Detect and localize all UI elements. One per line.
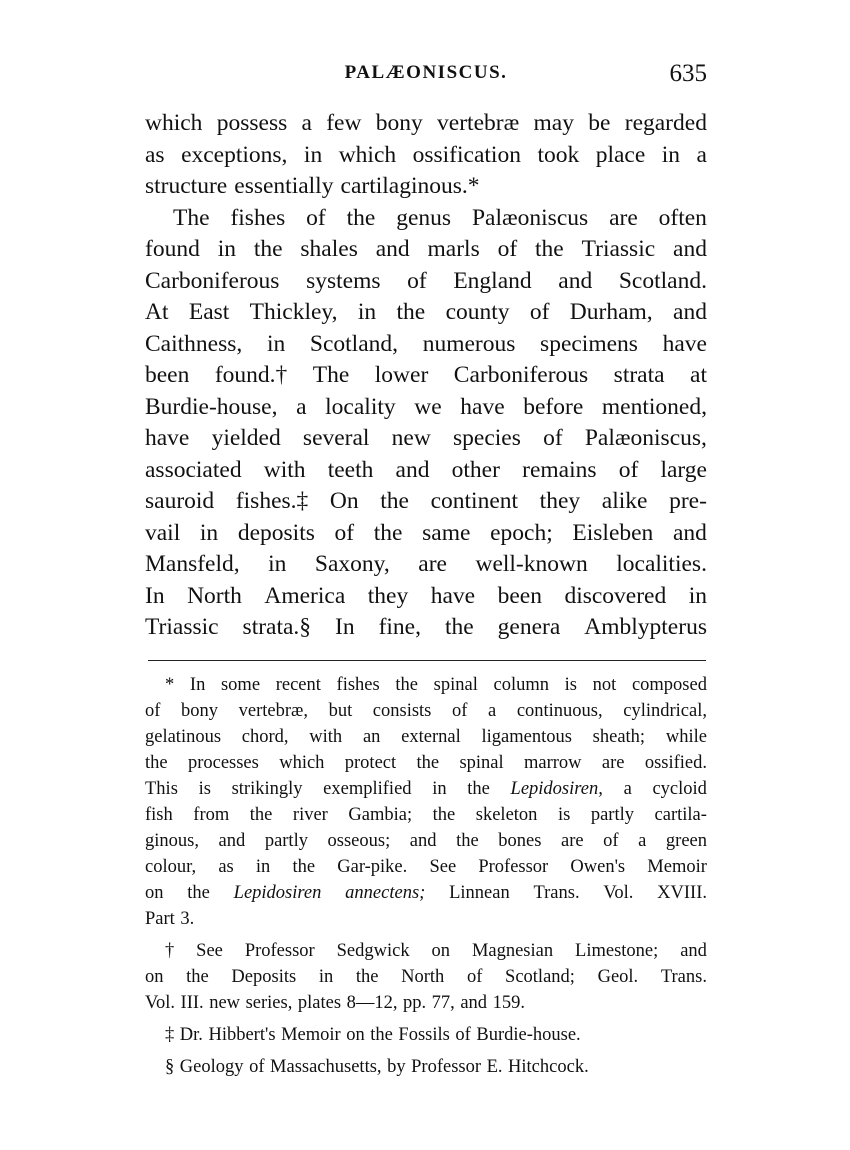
footnote-line: gelatinous chord, with an external ligamentous sheath; while: [145, 727, 707, 747]
running-header: [145, 60, 707, 92]
text-line: which possess a few bony vertebræ may be regarded: [145, 110, 707, 136]
text-line: Burdie-house, a locality we have before mentioned,: [145, 393, 707, 420]
footnote-line: the processes which protect the spinal marrow are ossified.: [145, 753, 707, 773]
footnote-line: Part 3.: [145, 909, 195, 929]
footnote-line: ginous, and partly osseous; and the bones are of a green: [145, 831, 707, 851]
text-line: Caithness, in Scotland, numerous specimens have: [145, 330, 707, 357]
text-line: associated with teeth and other remains of large: [145, 456, 707, 483]
footnote: [145, 938, 707, 1016]
footnote-line: on the Deposits in the North of Scotland; Geol. Trans.: [145, 967, 707, 987]
text-line: At East Thickley, in the county of Durham, and: [145, 299, 707, 325]
footnote-line: § Geology of Massachusetts, by Professor E. Hitchcock.: [165, 1057, 589, 1077]
footnote-line: * In some recent fishes the spinal column is not composed: [165, 675, 707, 695]
text-line: Carboniferous systems of England and Scotland.: [145, 267, 707, 294]
text-line: In North America they have been discovered in: [145, 582, 707, 609]
footnote-rule: [148, 660, 706, 661]
text-line: have yielded several new species of Palæoniscus,: [145, 425, 707, 451]
text-line: as exceptions, in which ossification took place in a: [145, 141, 707, 168]
text-line: vail in deposits of the same epoch; Eisleben and: [145, 519, 707, 546]
text-line: The fishes of the genus Palæoniscus are often: [173, 204, 707, 231]
running-title: PALÆONISCUS.: [344, 62, 508, 83]
footnote: [145, 1054, 707, 1080]
page-number: 635: [669, 60, 707, 87]
footnote-line: colour, as in the Gar-pike. See Professor Owen's Memoir: [145, 857, 707, 877]
main-text: [145, 108, 707, 644]
footnote-line: ‡ Dr. Hibbert's Memoir on the Fossils of Burdie-house.: [165, 1025, 581, 1045]
footnote-line: of bony vertebræ, but consists of a continuous, cylindrical,: [145, 701, 707, 721]
footnote-line: Vol. III. new series, plates 8—12, pp. 77, and 159.: [145, 993, 525, 1013]
text-line: Mansfeld, in Saxony, are well-known localities.: [145, 551, 707, 577]
text-line: been found.† The lower Carboniferous strata at: [145, 362, 707, 388]
footnote-line: fish from the river Gambia; the skeleton is partly cartila-: [145, 805, 707, 825]
footnote: [145, 672, 707, 932]
footnote: [145, 1022, 707, 1048]
footnote-line: on the Lepidosiren annectens; Linnean Trans. Vol. XVIII.: [145, 883, 707, 903]
text-line: Triassic strata.§ In fine, the genera Amblypterus: [145, 614, 707, 640]
footnote-line: This is strikingly exemplified in the Lepidosiren, a cycloid: [145, 779, 707, 799]
footnote-line: † See Professor Sedgwick on Magnesian Limestone; and: [165, 941, 707, 961]
text-line: found in the shales and marls of the Triassic and: [145, 236, 707, 262]
footnotes: [145, 672, 707, 1080]
text-line: sauroid fishes.‡ On the continent they alike pre-: [145, 488, 707, 514]
text-line: structure essentially cartilaginous.*: [145, 173, 480, 199]
